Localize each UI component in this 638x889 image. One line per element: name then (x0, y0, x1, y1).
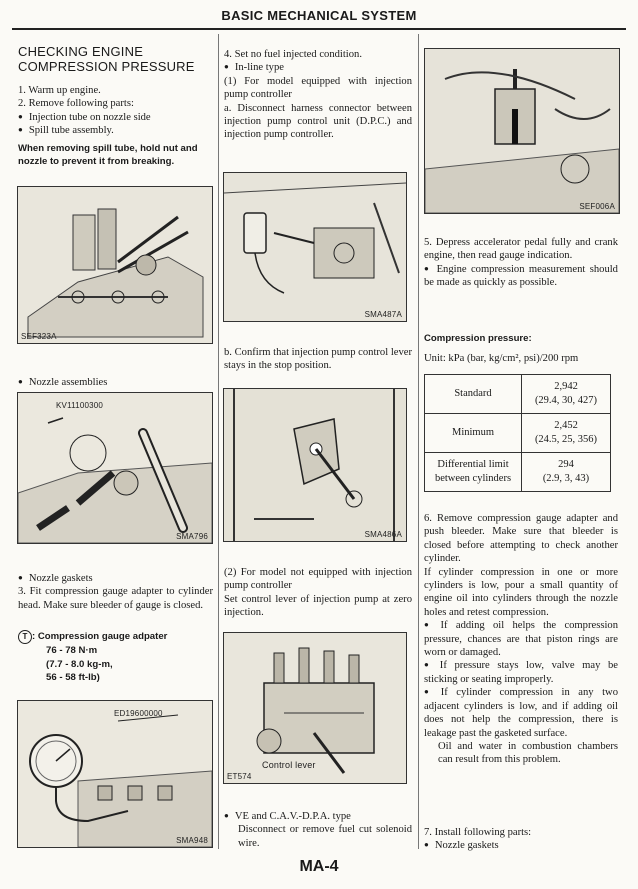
figure-code: SMA486A (364, 530, 402, 539)
low-compression-paragraph: If cylinder compression in one or more cylinders is low, pour a small quantity of engine oil into cylinders through the nozzle holes and retest compression. (424, 566, 618, 618)
bullet-pressure-low: ● If pressure stays low, valve may be sticking or seating improperly. (424, 659, 618, 686)
step-5: 5. Depress accelerator pedal fully and crank engine, then read gauge indication. (424, 237, 618, 262)
gauge-adapter-illustration (425, 49, 619, 213)
figure-code: SMA948 (176, 836, 208, 845)
figure-sef323a (17, 186, 213, 344)
bullet-oil-helps: ● If adding oil helps the compression pressure, chances are that piston rings are worn or damaged. (424, 619, 618, 659)
figure-code: ET574 (227, 772, 252, 781)
figure-sma948 (17, 700, 213, 848)
table-row: Standard 2,942 (29.4, 30, 427) (425, 375, 611, 414)
table-row: Differential limit between cylinders 294 (2.9, 3, 43) (425, 453, 611, 492)
step-7: 7. Install following parts: (424, 827, 532, 838)
page-number: MA-4 (299, 858, 339, 875)
header-rule (12, 28, 626, 30)
sub-step-1: (1) For model equipped with injection pump controller (224, 75, 412, 101)
step-2: 2. Remove following parts: (18, 98, 134, 110)
tool-number: ED19600000 (114, 709, 163, 718)
nozzle-removal-illustration (18, 393, 212, 543)
step-1: 1. Warm up engine. (18, 85, 101, 96)
bullet-inline-type: ● In-line type (224, 61, 412, 74)
sub-step-a: a. Disconnect harness connector between injection pump control unit (D.P.C.) and injection pump controller. (224, 102, 412, 141)
bullet-adjacent-cylinders: ● If cylinder compression in any two adjacent cylinders is low, and if adding oil does not help the compression, there is leakage past the gasketed surface. (424, 686, 618, 740)
sub-step-2: (2) For model not equipped with injection pump controller (224, 567, 412, 592)
control-lever-label: Control lever (262, 760, 316, 770)
torque-label: : Compression gauge adpater (32, 631, 168, 642)
torque-nm: 76 - 78 N·m (46, 645, 98, 656)
page-header: BASIC MECHANICAL SYSTEM (221, 8, 417, 23)
sub-step-2-text: Set control lever of injection pump at zero injection. (224, 593, 412, 619)
compression-gauge-illustration (18, 701, 212, 847)
table-row: Minimum 2,452 (24.5, 25, 356) (425, 414, 611, 453)
figure-code: SMA796 (176, 532, 208, 541)
bullet-nozzle-gaskets-install: ● Nozzle gaskets (424, 839, 618, 852)
bullet-nozzle-assemblies: ● Nozzle assemblies (18, 376, 213, 389)
section-heading: CHECKING ENGINE COMPRESSION PRESSURE (18, 44, 195, 74)
figure-sma487a (223, 172, 407, 322)
figure-code: SMA487A (364, 310, 402, 319)
column-divider-2 (418, 34, 419, 849)
column-divider-1 (218, 34, 219, 849)
torque-kgm: (7.7 - 8.0 kg-m, (46, 658, 113, 670)
bullet-measure-quickly: ● Engine compression measurement should be made as quickly as possible. (424, 263, 618, 290)
compression-spec-table (424, 374, 611, 492)
harness-connector-illustration (224, 173, 406, 321)
control-lever-stop-illustration (224, 389, 406, 541)
bullet-ve-cav-type: ● VE and C.A.V.-D.P.A. type (224, 810, 412, 823)
torque-spec (18, 630, 213, 685)
unit-line: Unit: kPa (bar, kg/cm², psi)/200 rpm (424, 353, 579, 364)
figure-code: SEF006A (579, 202, 615, 211)
warning-note: When removing spill tube, hold nut and nozzle to prevent it from breaking. (18, 143, 198, 167)
figure-code: SEF323A (21, 332, 57, 341)
oil-water-note: Oil and water in combustion chambers can result from this problem. (438, 740, 618, 766)
sub-step-b: b. Confirm that injection pump control lever stays in the stop position. (224, 347, 412, 372)
spill-tube-illustration (18, 187, 212, 343)
compression-pressure-label: Compression pressure: (424, 333, 532, 344)
bullet-nozzle-gaskets: ● Nozzle gaskets (18, 572, 213, 585)
step-4: 4. Set no fuel injected condition. (224, 49, 362, 60)
bullet-spill-tube: ● Spill tube assembly. (18, 124, 213, 137)
tool-number: KV11100300 (56, 401, 104, 410)
figure-et574 (223, 632, 407, 784)
step-3: 3. Fit compression gauge adapter to cylinder head. Make sure bleeder of gauge is closed. (18, 586, 213, 611)
torque-ftlb: 56 - 58 ft-lb) (46, 672, 100, 683)
fuel-cut-instruction: Disconnect or remove fuel cut solenoid wire. (238, 824, 412, 849)
figure-sma486a (223, 388, 407, 542)
bullet-injection-tube: ● Injection tube on nozzle side (18, 111, 213, 124)
torque-icon: T (18, 630, 32, 644)
step-6: 6. Remove compression gauge adapter and push bleeder. Make sure that bleeder is closed before attempting to check another cylinder. (424, 513, 618, 565)
figure-sma796 (17, 392, 213, 544)
figure-sef006a (424, 48, 620, 214)
